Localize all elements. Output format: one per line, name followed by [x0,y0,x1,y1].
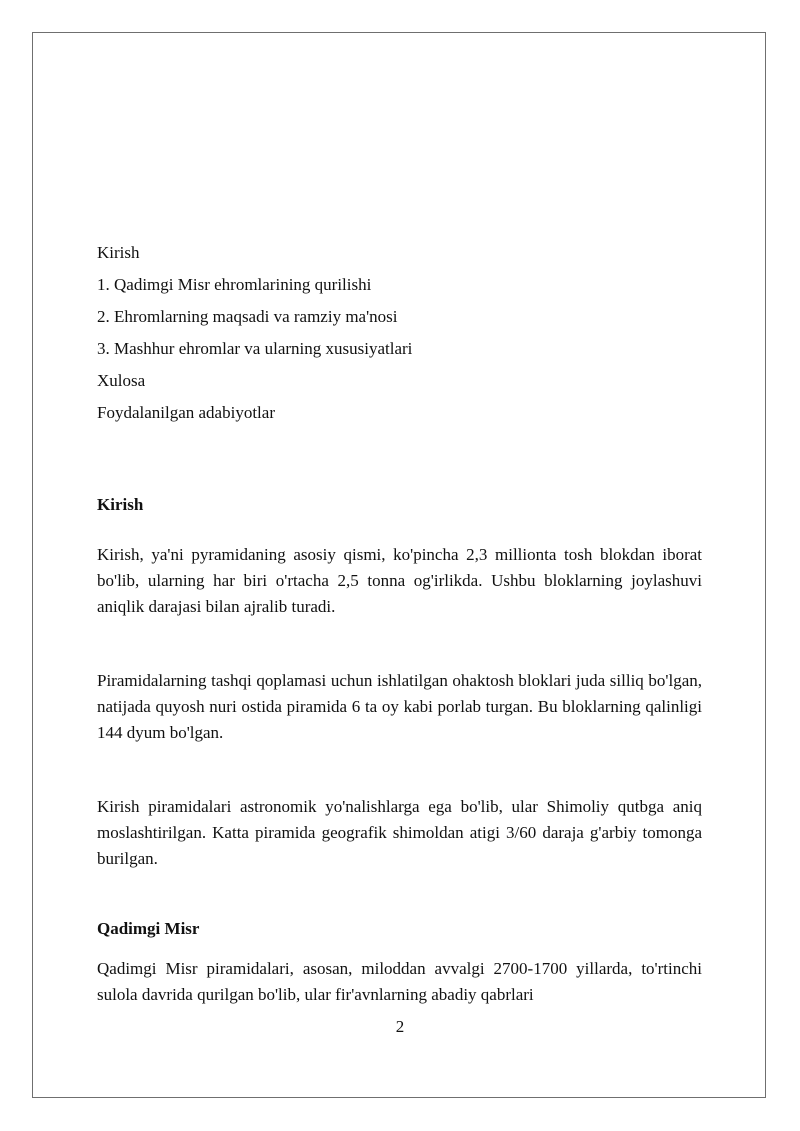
toc-item-kirish: Kirish [97,243,140,262]
paragraph-intro-2: Piramidalarning tashqi qoplamasi uchun ishlatilgan ohaktosh bloklari juda silliq bo'lgan, natijada quyosh nuri ostida piramida 6 ta oy kabi porlab turgan. Bu bloklarning qalinligi 144 dyum bo'lgan. [97,671,702,742]
table-of-contents [97,240,702,426]
toc-item-xulosa: Xulosa [97,371,146,390]
paragraph-intro-3: Kirish piramidalari astronomik yo'nalishlarga ega bo'lib, ular Shimoliy qutbga aniq moslashtirilgan. Katta piramida geografik shimoldan atigi 3/60 daraja g'arbiy tomonga burilgan. [97,797,702,868]
toc-item-3: 3. Mashhur ehromlar va ularning xususiyatlari [97,339,413,358]
toc-item-1: 1. Qadimgi Misr ehromlarining qurilishi [97,275,372,294]
paragraph-intro-1: Kirish, ya'ni pyramidaning asosiy qismi, ko'pincha 2,3 millionta tosh blokdan iborat bo'lib, ularning har biri o'rtacha 2,5 tonna og'irlikda. Ushbu bloklarning joylashuvi aniqlik darajasi bilan ajralib turadi. [97,545,702,616]
document-body [97,240,702,1008]
paragraph-misr-1: Qadimgi Misr piramidalari, asosan, miloddan avvalgi 2700-1700 yillarda, to'rtinchi sulola davrida qurilgan bo'lib, ular fir'avnlarning abadiy qabrlari [97,959,702,1004]
toc-item-2: 2. Ehromlarning maqsadi va ramziy ma'nosi [97,307,398,326]
section-heading-kirish: Kirish [97,495,144,514]
toc-item-adabiyotlar: Foydalanilgan adabiyotlar [97,403,275,422]
page-number: 2 [395,1017,405,1036]
section-heading-qadimgi-misr: Qadimgi Misr [97,919,200,938]
